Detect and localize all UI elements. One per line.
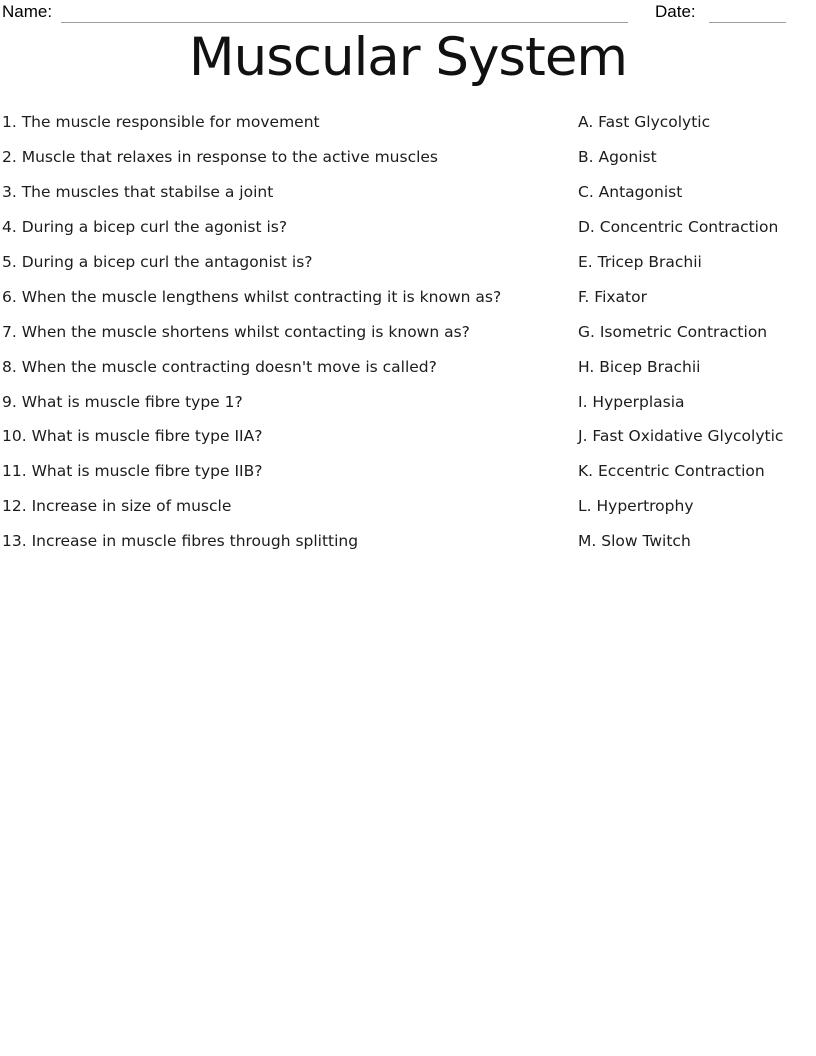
worksheet-title: Muscular System [188, 27, 628, 88]
questions-column [2, 105, 501, 559]
answer-item: A. Fast Glycolytic [578, 113, 711, 132]
date-label: Date: [655, 2, 696, 21]
name-label: Name: [2, 2, 53, 21]
answer-item: B. Agonist [578, 148, 657, 167]
answer-item: L. Hypertrophy [578, 497, 694, 516]
answer-item: M. Slow Twitch [578, 532, 691, 551]
answers-column [578, 105, 783, 559]
question-item: 6. When the muscle lengthens whilst contracting it is known as? [2, 287, 502, 306]
answer-item: I. Hyperplasia [578, 392, 685, 411]
question-item: 1. The muscle responsible for movement [2, 113, 320, 132]
question-item: 9. What is muscle fibre type 1? [2, 392, 243, 411]
question-item: 5. During a bicep curl the antagonist is? [2, 253, 313, 271]
question-item: 2. Muscle that relaxes in response to the active muscles [2, 148, 439, 167]
answer-item: E. Tricep Brachii [578, 253, 702, 271]
question-item: 3. The muscles that stabilse a joint [2, 183, 274, 202]
question-item: 4. During a bicep curl the agonist is? [2, 218, 288, 237]
answer-item: D. Concentric Contraction [578, 218, 779, 237]
question-item: 10. What is muscle fibre type IIA? [2, 427, 263, 446]
answer-item: J. Fast Oxidative Glycolytic [578, 427, 784, 446]
question-item: 11. What is muscle fibre type IIB? [2, 462, 263, 481]
question-item: 12. Increase in size of muscle [2, 497, 232, 516]
name-blank-line [61, 1, 628, 23]
answer-item: C. Antagonist [578, 183, 683, 202]
question-item: 8. When the muscle contracting doesn't move is called? [2, 357, 437, 376]
question-item: 13. Increase in muscle fibres through splitting [2, 532, 359, 551]
answer-item: G. Isometric Contraction [578, 322, 768, 341]
date-blank-line [709, 1, 786, 23]
answer-item: K. Eccentric Contraction [578, 462, 765, 481]
answer-item: F. Fixator [578, 287, 647, 306]
question-item: 7. When the muscle shortens whilst contacting is known as? [2, 322, 470, 341]
answer-item: H. Bicep Brachii [578, 357, 701, 376]
